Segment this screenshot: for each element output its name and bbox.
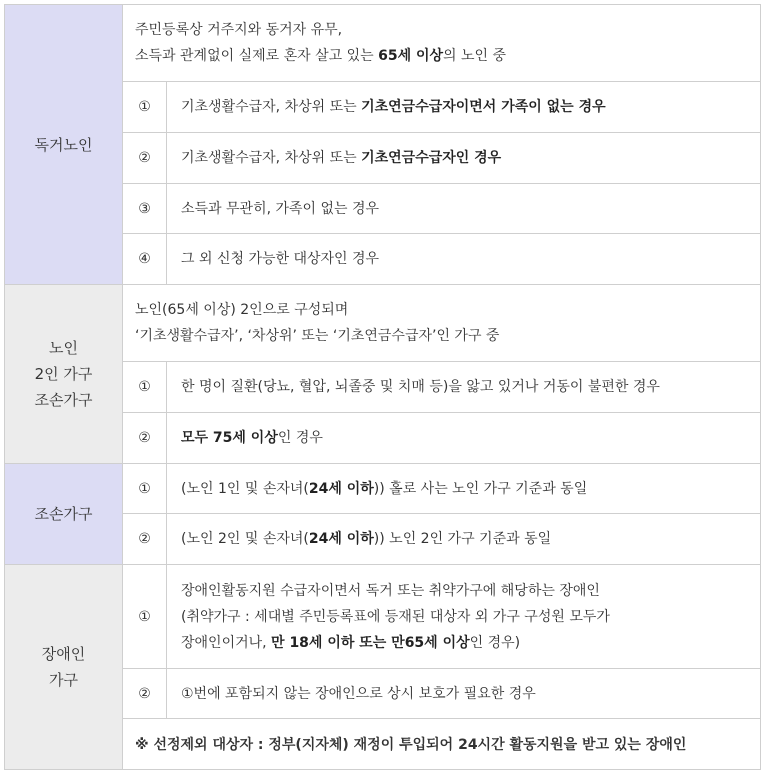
item-text: (노인 2인 및 손자녀(24세 이하)) 노인 2인 가구 기준과 동일 <box>167 514 761 565</box>
item-number: ② <box>123 669 167 719</box>
item-text: 기초생활수급자, 차상위 또는 기초연금수급자이면서 가족이 없는 경우 <box>167 82 761 133</box>
item-number: ① <box>123 565 167 669</box>
exclusion-note: ※ 선정제외 대상자 : 정부(지자체) 재정이 투입되어 24시간 활동지원을 받고 있는 장애인 <box>123 719 761 770</box>
item-number: ① <box>123 362 167 413</box>
item-text: 소득과 무관히, 가족이 없는 경우 <box>167 184 761 234</box>
disabled-label: 장애인 가구 <box>5 565 123 770</box>
item-text: ①번에 포함되지 않는 장애인으로 상시 보호가 필요한 경우 <box>167 669 761 719</box>
item-text: 장애인활동지원 수급자이면서 독거 또는 취약가구에 해당하는 장애인 (취약가구 : 세대별 주민등록표에 등재된 대상자 외 가구 구성원 모두가 장애인이거나, 만 18세 이하 또는 만65세 이상인 경우) <box>167 565 761 669</box>
item-number: ③ <box>123 184 167 234</box>
elderly-alone-intro-row <box>5 5 761 82</box>
item-text: 모두 75세 이상인 경우 <box>167 413 761 464</box>
list-item <box>5 565 761 669</box>
item-number: ② <box>123 514 167 565</box>
elderly-two-intro-row <box>5 285 761 362</box>
elderly-alone-intro: 주민등록상 거주지와 동거자 유무, 소득과 관계없이 실제로 혼자 살고 있는 65세 이상의 노인 중 <box>123 5 761 82</box>
elderly-two-label: 노인 2인 가구 조손가구 <box>5 285 123 464</box>
item-number: ① <box>123 464 167 514</box>
item-text: 한 명이 질환(당뇨, 혈압, 뇌졸중 및 치매 등)을 앓고 있거나 거동이 불편한 경우 <box>167 362 761 413</box>
eligibility-table <box>4 4 761 770</box>
elderly-alone-label: 독거노인 <box>5 5 123 285</box>
item-number: ① <box>123 82 167 133</box>
item-number: ② <box>123 133 167 184</box>
item-text: (노인 1인 및 손자녀(24세 이하)) 홀로 사는 노인 가구 기준과 동일 <box>167 464 761 514</box>
item-number: ④ <box>123 234 167 285</box>
item-text: 기초생활수급자, 차상위 또는 기초연금수급자인 경우 <box>167 133 761 184</box>
item-number: ② <box>123 413 167 464</box>
elderly-two-intro: 노인(65세 이상) 2인으로 구성되며 ‘기초생활수급자’, ‘차상위’ 또는 ‘기초연금수급자’인 가구 중 <box>123 285 761 362</box>
list-item <box>5 464 761 514</box>
grandparent-label: 조손가구 <box>5 464 123 565</box>
item-text: 그 외 신청 가능한 대상자인 경우 <box>167 234 761 285</box>
